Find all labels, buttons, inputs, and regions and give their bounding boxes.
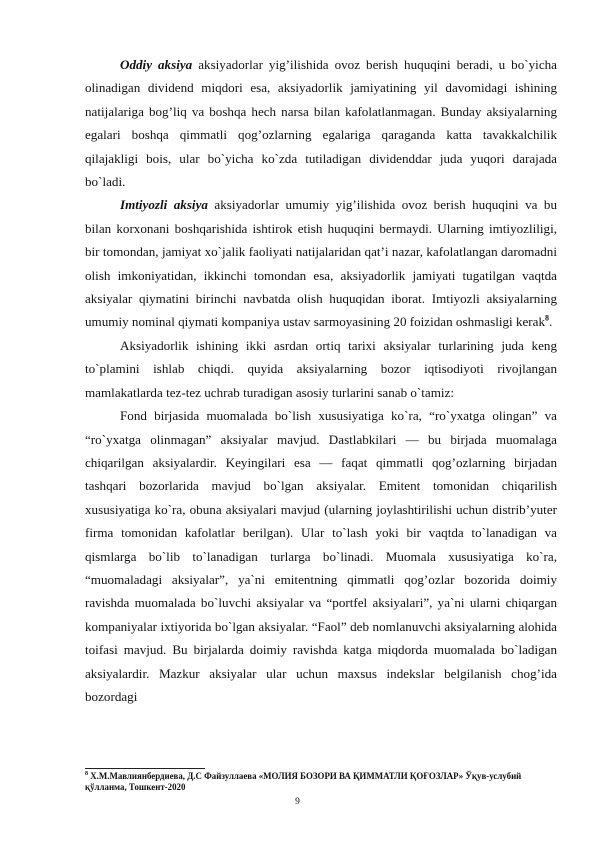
footnote-reference[interactable]: 8 [545, 314, 550, 324]
footnote-marker: 8 [85, 771, 88, 778]
body-text [85, 53, 557, 708]
footnote-separator [85, 768, 205, 769]
footnote-text: Х.М.Мавлиянбердиева, Д.С Файзуллаева «МОЛИЯ БОЗОРИ ВА ҚИММАТЛИ ҚОҒОЗЛАР» Ўқув-услубий қўлланма, Тошкент-2020 [85, 771, 522, 792]
paragraph-text: Fond birjasida muomalada bo`lish xususiyatiga ko`ra, “ro`yxatga olingan” va “ro`yxatga olinmagan” aksiyalar mavjud. Dastlabkilari — bu birjada muomalaga chiqarilgan aksiyalardir. Keyingilari esa — faqat qimmatli qog’ozlarning birjadan tashqari bozorlarida mavjud bo`lgan aksiyalar. Emitent tomonidan chiqarilish xususiyatiga ko`ra, obuna aksiyalari mavjud (ularning joylashtirilishi uchun distrib’yuter firma tomonidan kafolatlar berilgan). Ular to`lash yoki bir vaqtda to`lanadigan va qismlarga bo`lib to`lanadigan turlarga bo`linadi. Muomala xususiyatiga ko`ra, “muomaladagi aksiyalar”, ya`ni emitentning qimmatli qog’ozlar bozorida doimiy ravishda muomalada bo`luvchi aksiyalar va “portfel aksiyalari”, ya`ni ularni chiqargan kompaniyalar ixtiyorida bo`lgan aksiyalar. “Faol” deb nomlanuvchi aksiyalarning alohida toifasi mavjud. Bu birjalarda doimiy ravishda katga miqdorda muomalada bo`ladigan aksiyalardir. Mazkur aksiyalar ular uchun maxsus indekslar belgilanish chog’ida bozordagi [85, 408, 557, 704]
term-preferred-share: Imtiyozli aksiya [120, 197, 208, 213]
page-number: 9 [295, 797, 300, 807]
term-ordinary-share: Oddiy aksiya [120, 57, 193, 72]
footnote [85, 768, 557, 793]
paragraph-share-types [85, 404, 557, 708]
paragraph-text: Aksiyadorlik ishining ikki asrdan ortiq tarixi aksiyalar turlarining juda keng to`plamini ishlab chiqdi. quyida aksiyalarning bozor iqtisodiyoti rivojlangan mamlakatlarda tez-tez uchrab turadigan asosiy turlarini sanab o`tamiz: [85, 337, 557, 400]
paragraph-preferred-share [85, 193, 557, 333]
paragraph-text: aksiyadorlar umumiy yig’ilishida ovoz berish huquqini va bu bilan korxonani boshqarishida ishtirok etish huquqini bermaydi. Ularning imtiyozliligi, bir tomondan, jamiyat xo`jalik faoliyati natijalaridan qat’i nazar, kafolatlangan daromadni olish imkoniyatidan, ikkinchi tomondan esa, aksiyadorlik jamiyati tugatilgan vaqtda aksiyalar qiymatini birinchi navbatda olish huquqidan iborat. Imtiyozli aksiyalarning umumiy nominal qiymati kompaniya ustav sarmoyasining 20 foizidan oshmasligi kerak [85, 197, 558, 330]
paragraph-tail: . [549, 314, 553, 330]
paragraph-ordinary-share [85, 53, 557, 193]
paragraph-share-types-intro [85, 334, 557, 404]
paragraph-text: aksiyadorlar yig’ilishida ovoz berish huquqini beradi, u bo`yicha olinadigan dividend miqdori esa, aksiyadorlik jamiyatining yil davomidagi ishining natijalariga bog’liq va boshqa hech narsa bilan kafolatlanmagan. Bunday aksiyalarning egalari boshqa qimmatli qog’ozlarning egalariga qaraganda katta tavakkalchilik qilajakligi bois, ular bo`yicha ko`zda tutiladigan dividenddar juda yuqori darajada bo`ladi. [85, 57, 557, 190]
